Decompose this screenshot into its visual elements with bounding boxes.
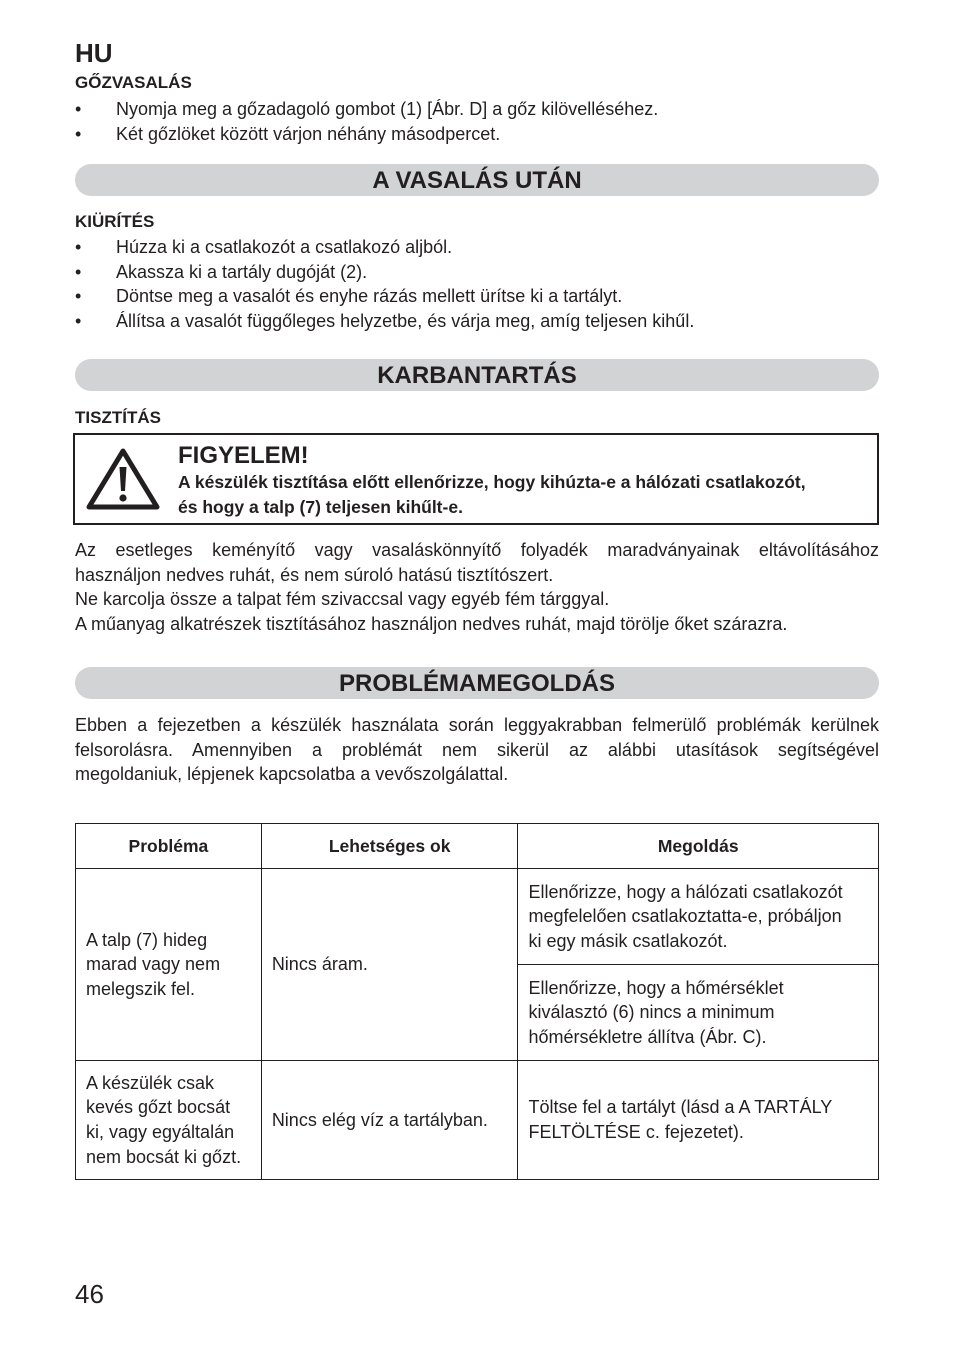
section-heading-troubleshooting: PROBLÉMAMEGOLDÁS	[75, 667, 879, 699]
warning-triangle-icon	[85, 445, 161, 511]
troubleshooting-intro	[75, 713, 879, 787]
warning-box	[73, 433, 879, 525]
cell-text: Ellenőrizze, hogy a hálózati csatlakozót	[528, 881, 843, 902]
problem-cell	[76, 1061, 262, 1180]
section-heading-after-ironing: A VASALÁS UTÁN	[75, 164, 879, 196]
warning-text-line: A készülék tisztítása előtt ellenőrizze, hogy kihúzta-e a hálózati csatlakozót,	[178, 472, 806, 492]
warning-text-line: és hogy a talp (7) teljesen kihűlt-e.	[178, 497, 463, 517]
paragraph-line: megoldaniuk, lépjenek kapcsolatba a vevőszolgálattal.	[75, 764, 509, 785]
page-number: 46	[75, 1279, 104, 1309]
cell-text: hőmérsékletre állítva (Ábr. C).	[528, 1026, 767, 1047]
section-heading-maintenance: KARBANTARTÁS	[75, 359, 879, 391]
problem-cell	[76, 869, 262, 1061]
emptying-subtitle: KIÜRÍTÉS	[75, 212, 155, 231]
column-header: Megoldás	[518, 824, 879, 869]
cell-text: Nincs áram.	[271, 954, 368, 975]
steam-bullet-list	[75, 97, 879, 146]
cell-text: kevés gőzt bocsát	[86, 1097, 231, 1118]
column-header: Lehetséges ok	[261, 824, 518, 869]
solution-cell	[518, 965, 879, 1061]
paragraph-line: Ebben a fejezetben a készülék használata során leggyakrabban felmerülő problémák kerülnek	[75, 715, 879, 735]
list-item: • Döntse meg a vasalót és enyhe rázás mellett ürítse ki a tartályt.	[75, 284, 879, 309]
cell-text: FELTÖLTÉSE c. fejezetet).	[528, 1122, 744, 1142]
list-item: • Húzza ki a csatlakozót a csatlakozó aljból.	[75, 235, 879, 260]
troubleshooting-table	[75, 823, 879, 1180]
paragraph-line: Ne karcolja össze a talpat fém szivaccsal vagy egyéb fém tárggyal.	[75, 589, 610, 610]
list-item: • Állítsa a vasalót függőleges helyzetbe, és várja meg, amíg teljesen kihűl.	[75, 309, 879, 334]
cleaning-subtitle: TISZTÍTÁS	[75, 408, 161, 427]
cause-cell	[261, 869, 518, 1061]
paragraph-line: használjon nedves ruhát, és nem súroló hatású tisztítószert.	[75, 564, 554, 585]
cleaning-paragraph	[75, 538, 879, 636]
cell-text: A talp (7) hideg	[86, 929, 208, 950]
table-row	[76, 869, 879, 965]
steam-ironing-subtitle: GŐZVASALÁS	[75, 73, 192, 92]
emptying-bullet-list	[75, 235, 879, 333]
warning-title: FIGYELEM!	[178, 442, 309, 469]
cell-text: marad vagy nem	[86, 954, 221, 975]
list-item: • Két gőzlöket között várjon néhány másodpercet.	[75, 122, 879, 147]
table-header-row	[76, 824, 879, 869]
table-row	[76, 1061, 879, 1180]
cell-text: nem bocsát ki gőzt.	[86, 1146, 242, 1167]
cell-text: Nincs elég víz a tartályban.	[271, 1109, 488, 1130]
cause-cell	[261, 1061, 518, 1180]
paragraph-line: Az esetleges keményítő vagy vasaláskönnyítő folyadék maradványainak eltávolításához	[75, 540, 879, 560]
cell-text: ki, vagy egyáltalán	[86, 1122, 235, 1142]
column-header: Probléma	[76, 824, 262, 869]
cell-text: megfelelően csatlakoztatta-e, próbáljon	[528, 906, 842, 927]
solution-cell	[518, 1061, 879, 1180]
cell-text: Töltse fel a tartályt (lásd a A TARTÁLY	[528, 1097, 833, 1118]
cell-text: A készülék csak	[86, 1072, 215, 1093]
solution-cell	[518, 869, 879, 965]
language-code: HU	[75, 38, 113, 68]
cell-text: kiválasztó (6) nincs a minimum	[528, 1002, 775, 1023]
cell-text: Ellenőrizze, hogy a hőmérséklet	[528, 977, 784, 998]
paragraph-line: felsorolásra. Amennyiben a problémát nem sikerül az alábbi utasítások segítségével	[75, 739, 879, 760]
cell-text: ki egy másik csatlakozót.	[528, 930, 728, 951]
cell-text: melegszik fel.	[86, 978, 196, 999]
paragraph-line: A műanyag alkatrészek tisztításához használjon nedves ruhát, majd törölje őket szárazra.	[75, 613, 788, 634]
list-item: • Akassza ki a tartály dugóját (2).	[75, 260, 879, 285]
list-item: • Nyomja meg a gőzadagoló gombot (1) [Ábr. D] a gőz kilövelléséhez.	[75, 97, 879, 122]
